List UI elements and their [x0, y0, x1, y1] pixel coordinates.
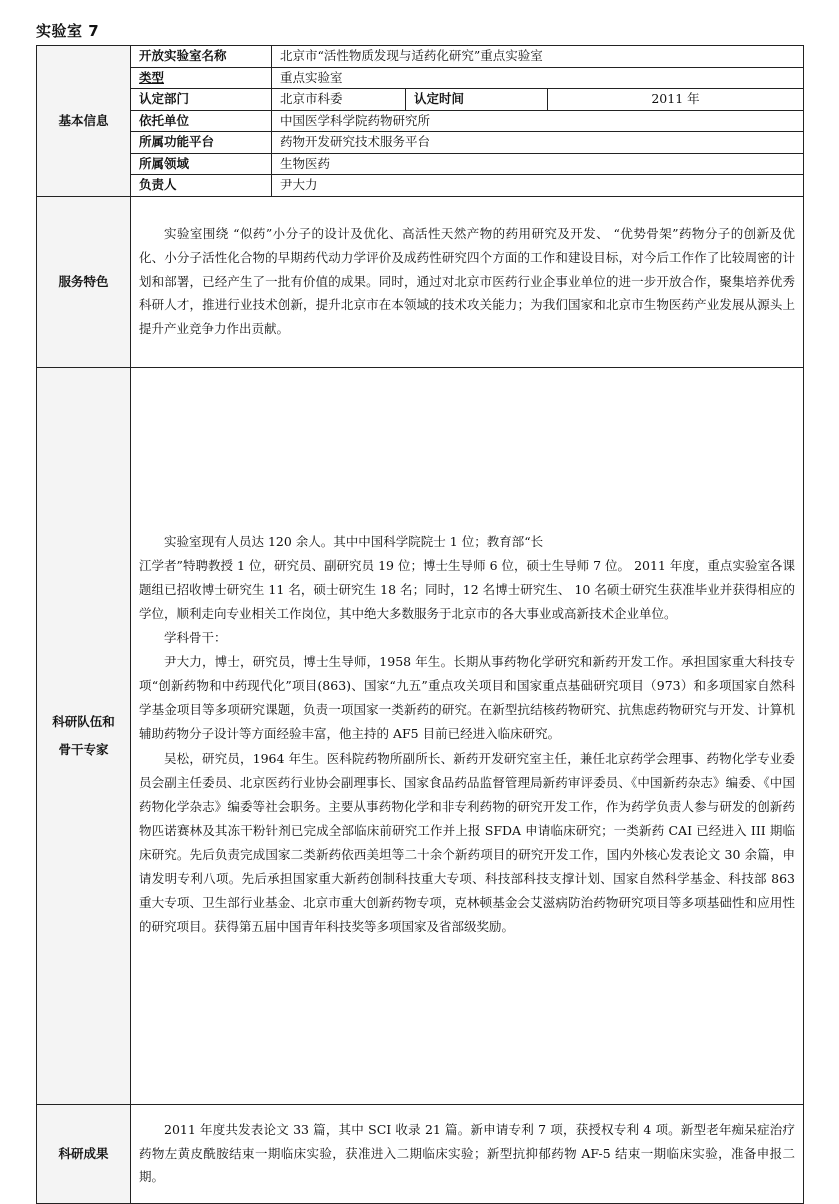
section-team-line1: 科研队伍和 — [52, 713, 115, 729]
value-lab-name: 北京市“活性物质发现与适药化研究”重点实验室 — [272, 46, 804, 68]
team-paragraph-3: 尹大力，博士，研究员，博士生导师，1958 年生。长期从事药物化学研究和新药开发工作。承担国家重大科技专项“创新药物和中药现代化”项目(863)、国家“九五”重点攻关项目和国家重点基础研究项目（973）和多项国家自然科学基金项目等多项研究课题，负责一项国家一类新药的研究。在新型抗结核药物研究、抗焦虑药物研究与开发、计算机辅助药物分子设计等方面经验丰富，他主持的 AF5 目前已经进入临床研究。 — [139, 654, 795, 742]
row-type — [37, 67, 804, 89]
label-time: 认定时间 — [406, 89, 548, 111]
section-team — [37, 367, 131, 1104]
value-type: 重点实验室 — [272, 67, 804, 89]
results-cell — [131, 1104, 804, 1203]
results-paragraph: 2011 年度共发表论文 33 篇，其中 SCI 收录 21 篇。新申请专利 7 项，获授权专利 4 项。新型老年痴呆症治疗药物左黄皮酰胺结束一期临床实验，获准进入二期临床实验；新型抗抑郁药物 AF-5 结束一期临床实验，准备申报二期。 — [139, 1121, 795, 1185]
value-host: 中国医学科学院药物研究所 — [272, 110, 804, 132]
value-field: 生物医药 — [272, 153, 804, 175]
row-service — [37, 196, 804, 367]
team-paragraph-4: 吴松，研究员，1964 年生。医科院药物所副所长、新药开发研究室主任，兼任北京药学会理事、药物化学专业委员会副主任委员、北京医药行业协会副理事长、国家食品药品监督管理局新药审评委员、《中国新药杂志》编委、《中国药物化学杂志》编委等社会职务。主要从事药物化学和非专利药物的研究开发工作，作为药学负责人参与研发的创新药物匹诺赛林及其冻干粉针剂已完成全部临床前研究工作并上报 SFDA 申请临床研究；一类新药 CAI 已经进入 III 期临床研究。先后负责完成国家二类新药依西美坦等二十余个新药项目的研究开发工作，国内外核心发表论文 30 余篇，申请发明专利八项。先后承担国家重大新药创制科技重大专项、科技部科技支撑计划、国家自然科学基金、科技部 863 重大专项、卫生部行业基金、北京市重大创新药物专项，克林顿基金会艾滋病防治药物研究项目等多项基础性和应用性的研究项目。获得第五届中国青年科技奖等多项国家及省部级奖励。 — [139, 750, 795, 935]
row-team — [37, 367, 804, 1104]
section-results: 科研成果 — [37, 1104, 131, 1203]
value-head: 尹大力 — [272, 175, 804, 197]
page-title: 实验室 7 — [36, 22, 100, 40]
value-time: 2011 年 — [548, 89, 804, 111]
section-service: 服务特色 — [37, 196, 131, 367]
label-lab-name: 开放实验室名称 — [131, 46, 272, 68]
row-dept — [37, 89, 804, 111]
label-type: 类型 — [131, 67, 272, 89]
section-basic-info: 基本信息 — [37, 46, 131, 197]
row-lab-name — [37, 46, 804, 68]
label-dept: 认定部门 — [131, 89, 272, 111]
service-cell — [131, 196, 804, 367]
label-field: 所属领域 — [131, 153, 272, 175]
row-field — [37, 153, 804, 175]
label-host: 依托单位 — [131, 110, 272, 132]
service-paragraph: 实验室围绕 “似药”小分子的设计及优化、高活性天然产物的药用研究及开发、 “优势骨架”药物分子的创新及优化、小分子活性化合物的早期药代动力学评价及成药性研究四个方面的工作和建设目标，对今后工作作了比较周密的计划和部署，已经产生了一批有价值的成果。同时，通过对北京市医药行业企事业单位的进一步开放合作，聚集培养优秀科研人才，推进行业技术创新，提升北京市在本领域的技术攻关能力；为我们国家和北京市生物医药产业发展从源头上提升产业竞争力作出贡献。 — [139, 226, 795, 337]
row-results — [37, 1104, 804, 1203]
value-dept: 北京市科委 — [272, 89, 406, 111]
label-head: 负责人 — [131, 175, 272, 197]
team-paragraph-1b: 江学者”特聘教授 1 位，研究员、副研究员 19 位；博士生导师 6 位，硕士生导师 7 位。 2011 年度，重点实验室各课题组已招收博士研究生 11 名，硕士研究生 18 名；同时，12 名博士研究生、 10 名硕士研究生获准毕业并获得相应的学位，顺利走向专业相关工作岗位，其中绝大多数服务于北京市的各大事业或高新技术企业单位。 — [139, 557, 795, 621]
team-cell — [131, 367, 804, 1104]
team-paragraph-2: 学科骨干： — [164, 630, 227, 646]
team-paragraph-1a: 实验室现有人员达 120 余人。其中中国科学院院士 1 位；教育部“长 — [164, 533, 544, 549]
value-platform: 药物开发研究技术服务平台 — [272, 132, 804, 154]
row-head — [37, 175, 804, 197]
row-host — [37, 110, 804, 132]
row-platform — [37, 132, 804, 154]
label-platform: 所属功能平台 — [131, 132, 272, 154]
section-team-line2: 骨干专家 — [58, 741, 109, 757]
lab-info-table — [36, 45, 804, 1204]
